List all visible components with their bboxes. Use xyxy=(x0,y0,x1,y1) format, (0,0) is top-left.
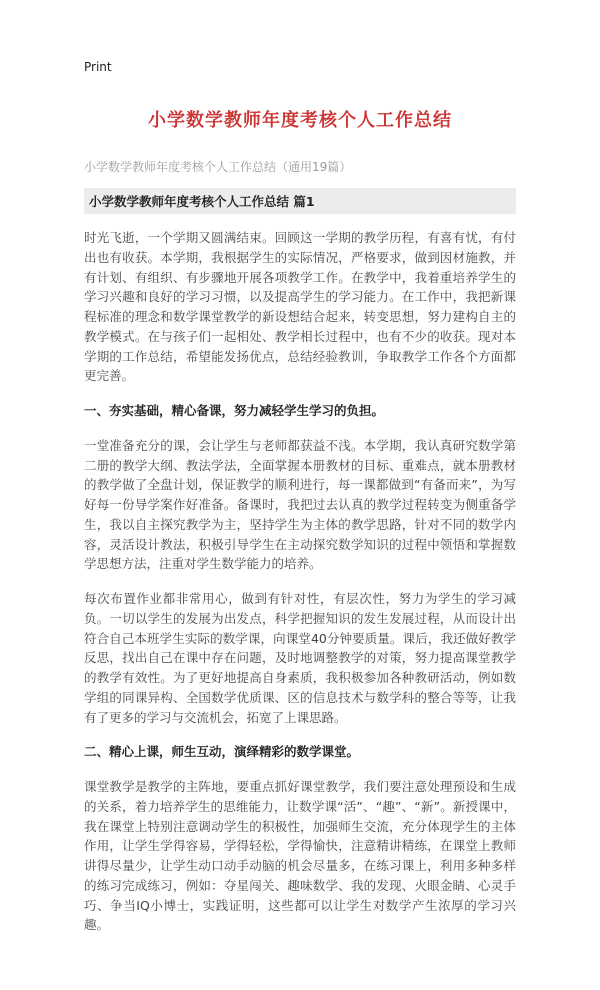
page-subtitle: 小学数学教师年度考核个人工作总结（通用19篇） xyxy=(84,160,352,174)
page-title: 小学数学教师年度考核个人工作总结 xyxy=(148,110,452,131)
section-header: 小学数学教师年度考核个人工作总结 篇1 xyxy=(84,188,516,214)
section-heading-1: 一、夯实基础，精心备课，努力减轻学生学习的负担。 xyxy=(84,403,385,418)
section-heading-2: 二、精心上课，师生互动，演绎精彩的数学课堂。 xyxy=(84,744,360,760)
paragraph-classroom: 课堂教学是教学的主阵地，要重点抓好课堂教学，我们要注意处理预设和生成的关系，着力培养学生的思维能力，让数学课“活”、“趣”、“新”。新授课中，我在课堂上特别注意调动学生的积极性，加强师生交流，充分体现学生的主体作用，让学生学得容易，学得轻松，学得愉快，注意精讲精练，在课堂上教师讲得尽量少，让学生动口动手动脑的机会尽量多，在练习课上，利用多种多样的练习完成练习，例如：夺星闯关、趣味数学、我的发现、火眼金睛、心灵手巧、争当IQ小博士，实践证明，这些都可以让学生对数学产生浓厚的学习兴趣。 xyxy=(84,779,516,933)
paragraph-homework: 每次布置作业都非常用心，做到有针对性，有层次性，努力为学生的学习减负。一切以学生的发展为出发点，科学把握知识的发生发展过程，从而设计出符合自己本班学生实际的数学课，向课堂40分钟要质量。课后，我还做好教学反思，找出自己在课中存在问题，及时地调整教学的对策，努力提高课堂教学的教学有效性。为了更好地提高自身素质，我积极参加各种教研活动，例如数学组的同课异构、全国数学优质课、区的信息技术与数学科的整合等等，让我有了更多的学习与交流机会，拓宽了上课思路。 xyxy=(84,591,516,725)
print-link[interactable]: Print xyxy=(84,60,112,74)
paragraph-preparation: 一堂准备充分的课，会让学生与老师都获益不浅。本学期，我认真研究数学第二册的教学大纲、教法学法，全面掌握本册教材的目标、重难点，就本册教材的教学做了全盘计划，保证教学的顺利进行，每一课都做到“有备而来”，为写好每一份导学案作好准备。备课时，我把过去认真的教学过程转变为侧重备学生，我以自主探究教学为主，坚持学生为主体的教学思路，针对不同的数学内容，灵活设计教法，积极引导学生在主动探究数学知识的过程中领悟和掌握数学思想方法，注重对学生数学能力的培养。 xyxy=(84,437,516,572)
paragraph-intro: 时光飞逝，一个学期又圆满结束。回顾这一学期的教学历程，有喜有忧，有付出也有收获。本学期，我根据学生的实际情况，严格要求，做到因材施教，并有计划、有组织、有步骤地开展各项教学工作。在教学中，我着重培养学生的学习兴趣和良好的学习习惯，以及提高学生的学习能力。在工作中，我把新课程标准的理念和数学课堂教学的新设想结合起来，转变思想，努力建构自主的教学模式。在与孩子们一起相处、教学相长过程中，也有不少的收获。现对本学期的工作总结，希望能发扬优点，总结经验教训，争取教学工作各个方面都更完善。 xyxy=(84,230,516,384)
